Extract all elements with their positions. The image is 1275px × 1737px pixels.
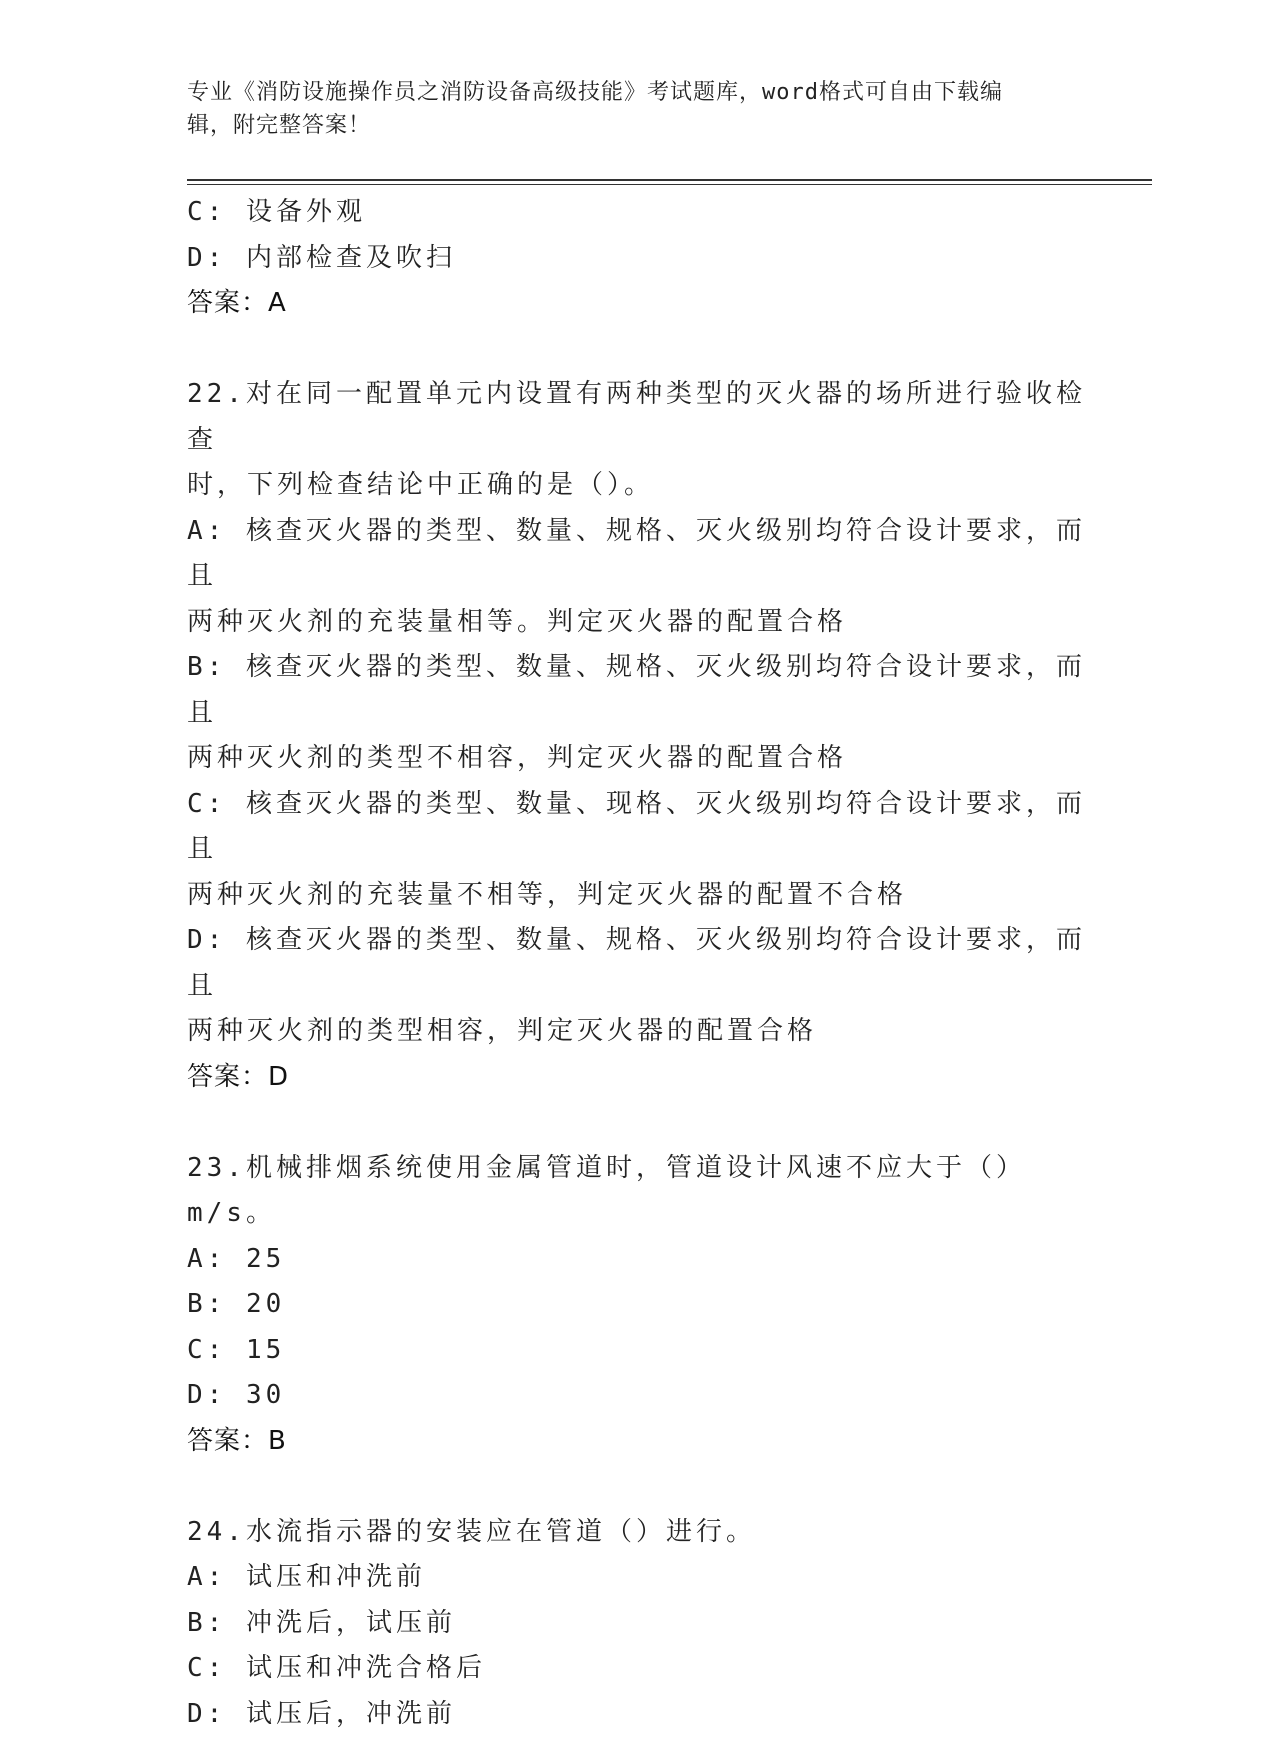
option-c: C: 核查灭火器的类型、数量、现格、灭火级别均符合设计要求，而且 [187,782,1087,873]
option-d: D: 试压后，冲洗前 [187,1692,1087,1737]
question-stem: 22.对在同一配置单元内设置有两种类型的灭火器的场所进行验收检查 [187,372,1087,463]
answer: 答案：B [187,1419,1087,1465]
question-stem: 时，下列检查结论中正确的是（）。 [187,463,1087,509]
option-b: B: 20 [187,1282,1087,1328]
option-a: A: 核查灭火器的类型、数量、规格、灭火级别均符合设计要求，而且 [187,509,1087,600]
option-b: 两种灭火剂的类型不相容，判定灭火器的配置合格 [187,736,1087,782]
answer: 答案：A [187,281,1087,327]
continued-question [187,190,1087,327]
option-c: C: 试压和冲洗合格后 [187,1646,1087,1692]
header-line-2: 辑，附完整答案！ [187,109,1067,142]
document-body [187,190,1087,1737]
option-d: D: 内部检查及吹扫 [187,236,1087,282]
spacer [187,1100,1087,1146]
option-c: C: 设备外观 [187,190,1087,236]
header-divider-thin [187,184,1152,185]
answer: 答案：D [187,1055,1087,1101]
question-stem: 23.机械排烟系统使用金属管道时，管道设计风速不应大于（）m/s。 [187,1146,1087,1237]
option-d: D: 核查灭火器的类型、数量、规格、灭火级别均符合设计要求，而且 [187,918,1087,1009]
question-stem: 24.水流指示器的安装应在管道（）进行。 [187,1510,1087,1556]
spacer [187,327,1087,373]
question-24 [187,1510,1087,1737]
question-22 [187,372,1087,1100]
option-d: 两种灭火剂的类型相容，判定灭火器的配置合格 [187,1009,1087,1055]
header-line-1: 专业《消防设施操作员之消防设备高级技能》考试题库，word格式可自由下载编 [187,76,1067,109]
option-b: B: 核查灭火器的类型、数量、规格、灭火级别均符合设计要求，而且 [187,645,1087,736]
spacer [187,1464,1087,1510]
option-a: A: 试压和冲洗前 [187,1555,1087,1601]
question-23 [187,1146,1087,1465]
document-header [187,76,1067,142]
header-divider-thick [187,179,1152,181]
option-a: A: 25 [187,1237,1087,1283]
option-c: C: 15 [187,1328,1087,1374]
option-a: 两种灭火剂的充装量相等。判定灭火器的配置合格 [187,600,1087,646]
option-c: 两种灭火剂的充装量不相等，判定灭火器的配置不合格 [187,873,1087,919]
option-d: D: 30 [187,1373,1087,1419]
option-b: B: 冲洗后，试压前 [187,1601,1087,1647]
